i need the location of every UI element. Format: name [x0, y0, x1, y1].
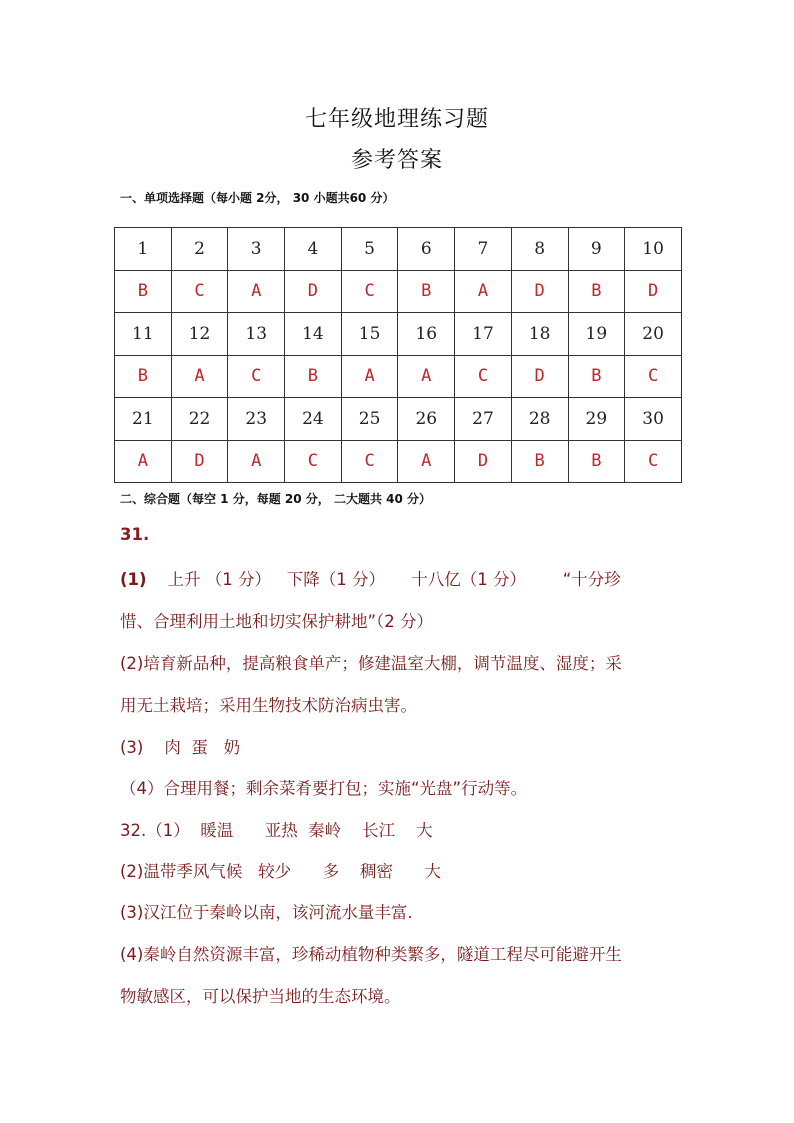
question-number-cell: 23 — [228, 398, 285, 441]
answer-letter-cell: C — [341, 270, 398, 313]
question-number-cell: 30 — [625, 398, 682, 441]
question-number-cell: 8 — [511, 228, 568, 271]
answer-letter-cell: D — [625, 270, 682, 313]
q31-part1 — [120, 566, 621, 590]
answer-letter-cell: A — [171, 355, 228, 398]
answer-letter-row — [115, 270, 682, 313]
question-number-row — [115, 398, 682, 441]
answer-letter-cell: C — [171, 270, 228, 313]
answer-letter-cell: D — [285, 270, 342, 313]
question-number-cell: 16 — [398, 313, 455, 356]
q32-part2: (2)温带季风气候 较少 多 稠密 大 — [120, 862, 442, 881]
question-number-cell: 15 — [341, 313, 398, 356]
question-number-cell: 25 — [341, 398, 398, 441]
question-number-cell: 28 — [511, 398, 568, 441]
document-title: 七年级地理练习题 — [304, 107, 489, 132]
q31-part4: （4）合理用餐；剩余菜肴要打包；实施“光盘”行动等。 — [120, 779, 528, 798]
document-subtitle: 参考答案 — [350, 148, 443, 173]
answer-table — [114, 227, 682, 483]
question-number-cell: 10 — [625, 228, 682, 271]
question-number-row — [115, 313, 682, 356]
question-number-cell: 18 — [511, 313, 568, 356]
question-number-cell: 29 — [568, 398, 625, 441]
answer-letter-cell: B — [115, 270, 172, 313]
question-number-cell: 3 — [228, 228, 285, 271]
answer-letter-cell: B — [115, 355, 172, 398]
q31-part1-text: 上升 （1 分） 下降（1 分） 十八亿（1 分） “十分珍 — [146, 570, 621, 589]
question-number-cell: 26 — [398, 398, 455, 441]
question-number-cell: 14 — [285, 313, 342, 356]
answer-letter-cell: D — [171, 440, 228, 483]
answer-letter-cell: D — [511, 355, 568, 398]
answer-letter-cell: A — [115, 440, 172, 483]
question-number-cell: 27 — [455, 398, 512, 441]
answer-letter-cell: A — [398, 355, 455, 398]
q31-part2: (2)培育新品种，提高粮食单产；修建温室大棚，调节温度、湿度；采 — [120, 654, 622, 673]
answer-letter-row — [115, 355, 682, 398]
section1-heading: 一、单项选择题（每小题 2分， 30 小题共60 分） — [120, 191, 395, 205]
answer-letter-cell: A — [228, 440, 285, 483]
question-number-cell: 19 — [568, 313, 625, 356]
answer-letter-cell: B — [511, 440, 568, 483]
answer-letter-cell: C — [228, 355, 285, 398]
question-number-cell: 2 — [171, 228, 228, 271]
answer-letter-row — [115, 440, 682, 483]
question-number-cell: 9 — [568, 228, 625, 271]
question-number-cell: 11 — [115, 313, 172, 356]
answer-letter-cell: C — [341, 440, 398, 483]
q31-part2-continued: 用无土栽培；采用生物技术防治病虫害。 — [120, 696, 417, 715]
answer-letter-cell: A — [398, 440, 455, 483]
question-number-cell: 5 — [341, 228, 398, 271]
answer-letter-cell: C — [285, 440, 342, 483]
answer-letter-cell: D — [455, 440, 512, 483]
answer-letter-cell: B — [568, 270, 625, 313]
answer-letter-cell: A — [341, 355, 398, 398]
answer-letter-cell: B — [398, 270, 455, 313]
q32-part1: 32.（1） 暖温 亚热 秦岭 长江 大 — [120, 821, 433, 840]
question-number-cell: 24 — [285, 398, 342, 441]
question-number-cell: 13 — [228, 313, 285, 356]
question-number-row — [115, 228, 682, 271]
answer-letter-cell: B — [568, 355, 625, 398]
answer-letter-cell: C — [625, 355, 682, 398]
question-number-cell: 17 — [455, 313, 512, 356]
answer-letter-cell: A — [455, 270, 512, 313]
question-number-cell: 21 — [115, 398, 172, 441]
q32-part3: (3)汉江位于秦岭以南，该河流水量丰富. — [120, 903, 413, 922]
q32-part4-continued: 物敏感区，可以保护当地的生态环境。 — [120, 987, 401, 1006]
q31-part1-continued: 惜、合理利用土地和切实保护耕地”（2 分） — [120, 612, 434, 631]
answer-letter-cell: C — [455, 355, 512, 398]
q32-part4: (4)秦岭自然资源丰富，珍稀动植物种类繁多，隧道工程尽可能避开生 — [120, 945, 622, 964]
q31-part3: (3) 肉 蛋 奶 — [120, 738, 241, 757]
answer-letter-cell: A — [228, 270, 285, 313]
q31-part1-label: (1) — [120, 570, 147, 589]
question-number-cell: 7 — [455, 228, 512, 271]
question-number-cell: 12 — [171, 313, 228, 356]
question-31-number: 31. — [120, 525, 150, 544]
question-number-cell: 1 — [115, 228, 172, 271]
answer-letter-cell: B — [285, 355, 342, 398]
section2-heading: 二、综合题（每空 1 分，每题 20 分， 二大题共 40 分） — [120, 492, 431, 506]
question-number-cell: 20 — [625, 313, 682, 356]
answer-letter-cell: D — [511, 270, 568, 313]
answer-letter-cell: C — [625, 440, 682, 483]
question-number-cell: 4 — [285, 228, 342, 271]
answer-letter-cell: B — [568, 440, 625, 483]
question-number-cell: 6 — [398, 228, 455, 271]
question-number-cell: 22 — [171, 398, 228, 441]
